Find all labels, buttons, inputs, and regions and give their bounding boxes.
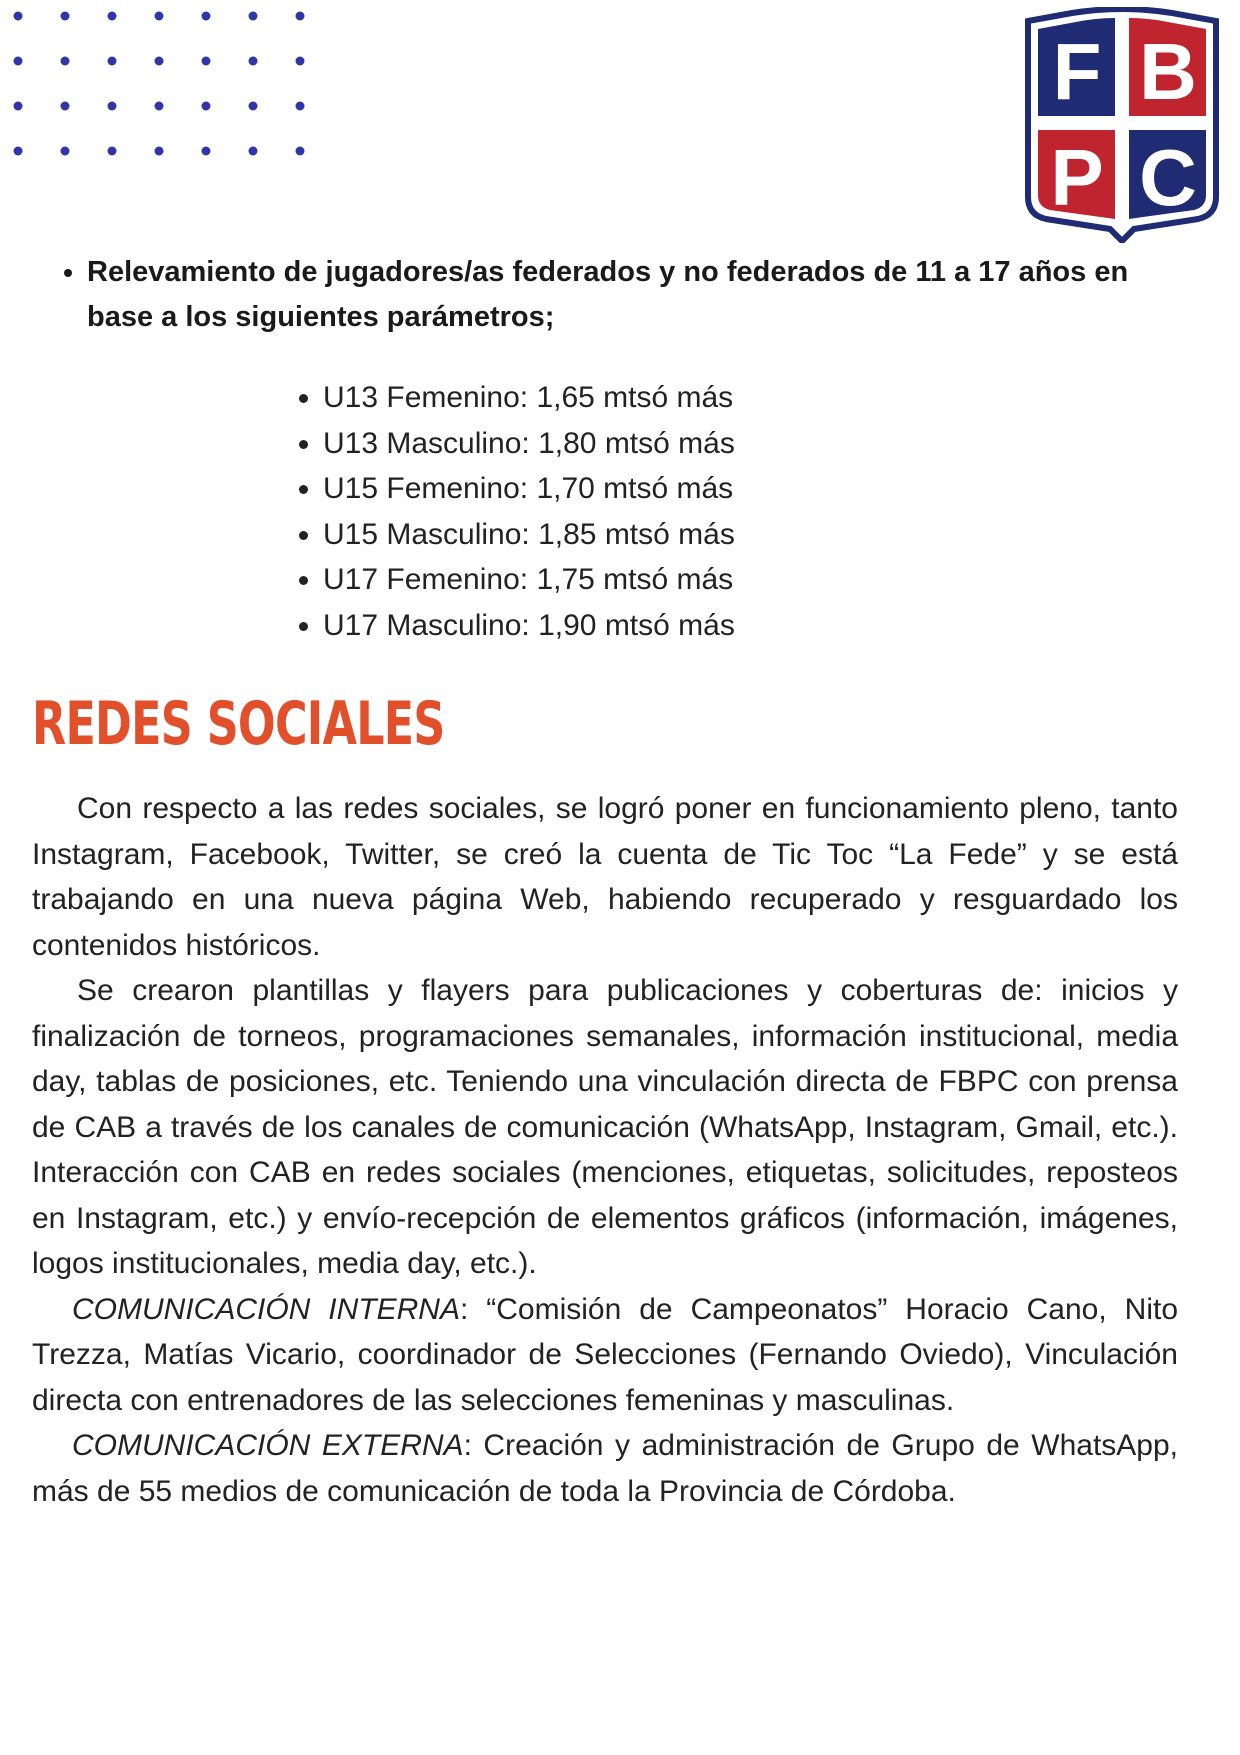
decorative-dot (202, 12, 211, 21)
decorative-dot (108, 57, 117, 66)
decorative-dot (296, 147, 305, 156)
decorative-dot (155, 147, 164, 156)
decorative-dot (155, 12, 164, 21)
paragraph-internal-communication (32, 1287, 1178, 1424)
external-communication-label: COMUNICACIÓN EXTERNA (72, 1429, 464, 1462)
decorative-dot (61, 147, 70, 156)
height-parameters-list (295, 375, 735, 648)
decorative-dot (249, 57, 258, 66)
parameter-item: • U13 Masculino: 1,80 mtsó más (323, 421, 735, 467)
decorative-dot (108, 147, 117, 156)
paragraph-external-communication (32, 1423, 1178, 1514)
decorative-dot (202, 57, 211, 66)
parameter-item: • U15 Femenino: 1,70 mtsó más (323, 466, 735, 512)
decorative-dot (249, 147, 258, 156)
main-bullet-item: • Relevamiento de jugadores/as federados y no federados de 11 a 17 años en base a los siguientes parámetros; (87, 250, 1187, 340)
external-communication-text: : Creación y administración de Grupo de WhatsApp, más de 55 medios de comunicación de toda la Provincia de Córdoba. (32, 1429, 1178, 1508)
logo-letter: C (1139, 133, 1197, 222)
decorative-dot (202, 102, 211, 111)
logo-letter: B (1139, 27, 1197, 116)
logo-letter: P (1050, 133, 1104, 222)
internal-communication-text: : “Comisión de Campeonatos” Horacio Cano, Nito Trezza, Matías Vicario, coordinador de Selecciones (Fernando Oviedo), Vinculación directa con entrenadores de las selecciones femeninas y masculinas. (32, 1292, 1178, 1417)
parameter-item: • U15 Masculino: 1,85 mtsó más (323, 512, 735, 558)
parameter-item: • U17 Femenino: 1,75 mtsó más (323, 557, 735, 603)
decorative-dot (61, 57, 70, 66)
parameter-item: • U13 Femenino: 1,65 mtsó más (323, 375, 735, 421)
section-title: REDES SOCIALES (32, 689, 445, 759)
decorative-dot (14, 147, 23, 156)
decorative-dot (249, 12, 258, 21)
decorative-dot (249, 102, 258, 111)
internal-communication-label: COMUNICACIÓN INTERNA (72, 1292, 460, 1326)
decorative-dot (155, 57, 164, 66)
decorative-dot (202, 147, 211, 156)
decorative-dot (296, 102, 305, 111)
decorative-dot (61, 12, 70, 21)
fbpc-shield-logo (1022, 7, 1222, 243)
decorative-dot (296, 57, 305, 66)
decorative-dot-grid (10, 8, 310, 158)
paragraph-templates: Se crearon plantillas y flayers para publicaciones y coberturas de: inicios y finalización de torneos, programaciones semanales, información institucional, media day, tablas de posiciones, etc. Teniendo una vinculación directa de FBPC con prensa de CAB a través de los canales de comunicación (WhatsApp, Instagram, Gmail, etc.). Interacción con CAB en redes sociales (menciones, etiquetas, solicitudes, reposteos en Instagram, etc.) y envío-recepción de elementos gráficos (información, imágenes, logos institucionales, media day, etc.). (32, 974, 1178, 1280)
decorative-dot (14, 57, 23, 66)
decorative-dot (296, 12, 305, 21)
decorative-dot (14, 12, 23, 21)
section-body (32, 786, 1178, 1514)
decorative-dot (14, 102, 23, 111)
decorative-dot (61, 102, 70, 111)
decorative-dot (108, 12, 117, 21)
decorative-dot (108, 102, 117, 111)
main-bullet-list (55, 250, 1187, 340)
logo-letter: F (1052, 27, 1102, 116)
decorative-dot (155, 102, 164, 111)
paragraph-social-media: Con respecto a las redes sociales, se logró poner en funcionamiento pleno, tanto Instagram, Facebook, Twitter, se creó la cuenta de Tic Toc “La Fede” y se está trabajando en una nueva página Web, habiendo recuperado y resguardado los contenidos históricos. (32, 792, 1178, 962)
parameter-item: • U17 Masculino: 1,90 mtsó más (323, 603, 735, 649)
